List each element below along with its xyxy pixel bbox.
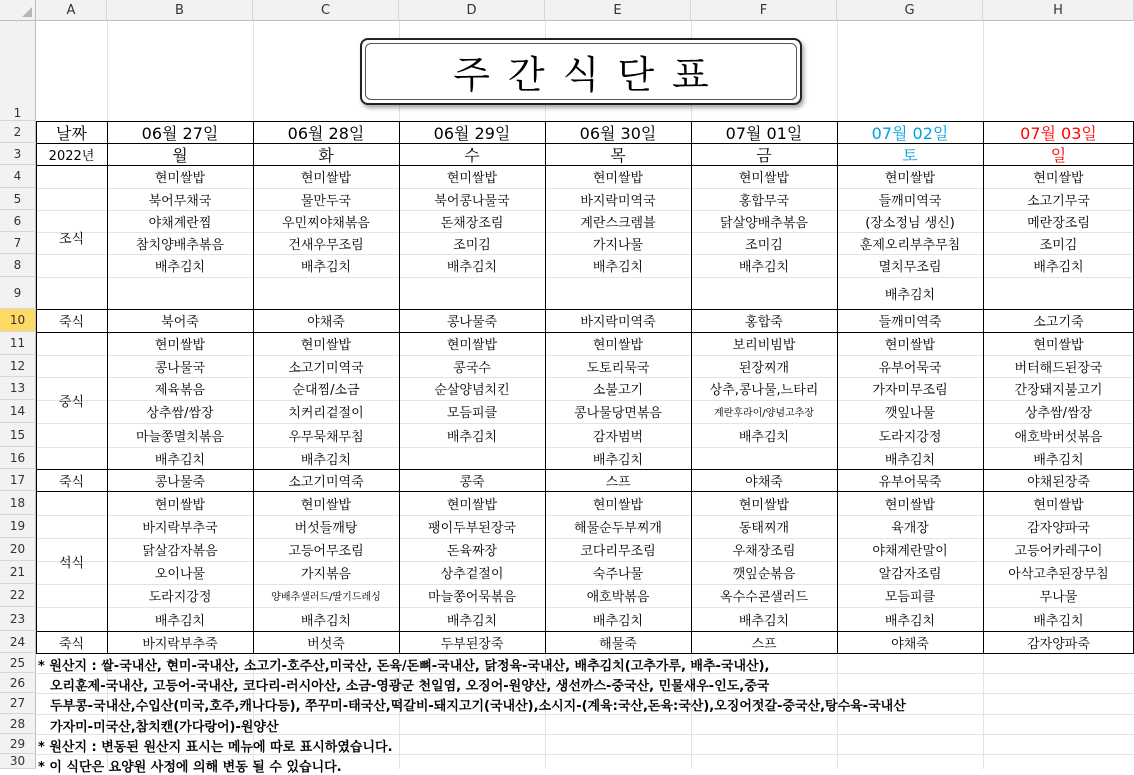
menu-item: 현미쌀밥	[1033, 171, 1084, 186]
menu-item: 깻잎나물	[884, 406, 936, 421]
porridge-item: 바지락미역죽	[580, 315, 656, 330]
porridge-item: 야채죽	[307, 315, 345, 330]
menu-item: 배추김치	[884, 287, 936, 303]
menu-item: 현미쌀밥	[154, 171, 206, 186]
column-header-C[interactable]: C	[253, 0, 399, 21]
menu-item	[691, 447, 837, 469]
menu-item: 배추김치	[884, 613, 936, 629]
footnote-line: 두부콩-국내산,수입산(미국,호주,캐나다등), 쭈꾸미-태국산,떡갈비-돼지고기(국내산),소시지-(계육:국산,돈육:국산),오징어젓갈-중국산,탕수육-국내산	[50, 699, 906, 714]
table-border	[36, 332, 1134, 333]
menu-item: 감자범벅	[592, 429, 644, 445]
porridge-item: 소고기미역죽	[288, 474, 364, 490]
menu-item: 팽이두부된장국	[428, 521, 516, 536]
table-border	[36, 309, 1134, 310]
porridge-item: 소고기죽	[1033, 315, 1084, 330]
menu-item: 치커리겉절이	[288, 406, 364, 421]
footnote-line: 가자미-미국산,참치캔(가다랑어)-원양산	[50, 720, 279, 735]
menu-item	[253, 277, 399, 309]
row-header-9[interactable]: 9	[0, 277, 36, 309]
menu-item: 우무묵채무침	[288, 429, 364, 445]
porridge-label: 죽식	[58, 315, 85, 330]
row-header-24[interactable]: 24	[0, 631, 36, 653]
menu-item: 현미쌀밥	[300, 338, 352, 353]
row-header-16[interactable]: 16	[0, 447, 36, 469]
table-border	[36, 165, 1134, 166]
row-header-28[interactable]: 28	[0, 714, 36, 734]
menu-item: 참치양배추볶음	[136, 237, 224, 253]
menu-item: 현미쌀밥	[300, 171, 352, 186]
table-border	[36, 631, 1134, 632]
table-border	[691, 121, 692, 653]
table-border	[107, 121, 108, 653]
menu-item: 도라지강정	[148, 590, 212, 605]
menu-item	[983, 277, 1134, 309]
table-border	[837, 121, 838, 653]
menu-item: 마늘쫑멸치볶음	[136, 429, 224, 445]
menu-item: 된장찌개	[738, 360, 790, 376]
select-all-triangle-icon	[22, 7, 32, 17]
porridge-item: 북어죽	[161, 315, 199, 330]
menu-item: 닭살양배추볶음	[720, 215, 808, 231]
porridge-item: 유부어묵죽	[878, 474, 942, 490]
menu-item: 숙주나물	[592, 567, 644, 582]
footnote-line: 오리훈제-국내산, 고등어-국내산, 코다리-러시아산, 소금-영광군 천일염, 오징어-원양산, 생선까스-중국산, 민물새우-인도,중국	[50, 679, 770, 694]
menu-item: 배추김치	[1033, 260, 1084, 275]
title-banner-inner-border	[365, 43, 797, 100]
porridge-item: 콩나물죽	[446, 315, 498, 330]
menu-item	[399, 277, 545, 309]
menu-item: 야채계란말이	[872, 544, 948, 559]
porridge-label: 죽식	[58, 474, 85, 490]
row-header-12[interactable]: 12	[0, 355, 36, 377]
menu-item: 순대찜/소금	[292, 383, 360, 398]
menu-item: 멸치무조림	[878, 260, 942, 275]
menu-item: 보리비빔밥	[732, 338, 796, 353]
menu-item: 배추김치	[300, 452, 352, 468]
menu-item: 현미쌀밥	[300, 497, 352, 513]
row-header-6[interactable]: 6	[0, 210, 36, 232]
row-header-2[interactable]: 2	[0, 121, 36, 143]
menu-item: 소고기미역국	[288, 360, 364, 376]
menu-item: 현미쌀밥	[592, 171, 644, 186]
column-header-F[interactable]: F	[691, 0, 837, 21]
menu-item: 코다리무조림	[580, 544, 656, 559]
row-header-7[interactable]: 7	[0, 232, 36, 254]
row-header-26[interactable]: 26	[0, 673, 36, 693]
porridge-item: 야채죽	[745, 474, 783, 490]
year-label: 2022년	[48, 148, 95, 164]
menu-item: 콩국수	[453, 360, 491, 376]
menu-item: 배추김치	[1033, 452, 1084, 468]
menu-item: 배추김치	[1033, 613, 1084, 629]
menu-item: 모듬피클	[446, 406, 498, 421]
menu-item: 아삭고추된장무침	[1008, 567, 1109, 582]
table-border	[983, 121, 984, 653]
table-border	[253, 121, 254, 653]
menu-item	[545, 277, 691, 309]
menu-item: 우채장조림	[732, 544, 796, 559]
porridge-item: 두부된장죽	[440, 636, 504, 652]
menu-item: 현미쌀밥	[446, 171, 498, 186]
row-header-14[interactable]: 14	[0, 400, 36, 423]
title-banner	[360, 38, 802, 105]
row-header-19[interactable]: 19	[0, 515, 36, 538]
row-header-11[interactable]: 11	[0, 332, 36, 355]
porridge-item: 버섯죽	[307, 636, 345, 652]
menu-item: 현미쌀밥	[446, 338, 498, 353]
menu-item: 배추김치	[592, 452, 644, 468]
menu-item: 소고기무국	[1027, 193, 1090, 209]
porridge-item: 바지락부추죽	[142, 636, 218, 652]
menu-item: 유부어묵국	[878, 360, 942, 376]
porridge-item: 야채된장죽	[1027, 474, 1090, 490]
porridge-item: 홍합죽	[745, 315, 783, 330]
menu-item: 소불고기	[592, 383, 644, 398]
menu-item: 메란장조림	[1027, 215, 1090, 231]
table-border	[399, 121, 400, 653]
menu-item: 닭살감자볶음	[142, 544, 218, 559]
row-header-29[interactable]: 29	[0, 734, 36, 754]
row-header-3[interactable]: 3	[0, 143, 36, 165]
menu-item: 양배추샐러드/딸기드레싱	[271, 592, 381, 603]
dinner-label: 석식	[58, 555, 85, 571]
table-border	[36, 121, 37, 653]
menu-item: 가자미무조림	[872, 383, 948, 398]
table-border	[36, 469, 1134, 470]
menu-item: 배추김치	[446, 429, 498, 445]
menu-item: 현미쌀밥	[154, 338, 206, 353]
menu-item: 현미쌀밥	[884, 497, 936, 513]
weekday-cell: 토	[902, 145, 918, 165]
menu-item: 배추김치	[738, 260, 790, 275]
menu-item	[107, 277, 253, 309]
menu-item: 현미쌀밥	[592, 338, 644, 353]
porridge-item: 스프	[751, 636, 777, 652]
weekday-cell: 목	[610, 145, 626, 165]
menu-item: 도라지강정	[878, 429, 942, 445]
menu-item: 현미쌀밥	[738, 171, 790, 186]
menu-item: 무나물	[1039, 590, 1078, 605]
menu-item: 조미김	[1039, 237, 1078, 253]
menu-item: 상추겉절이	[440, 567, 504, 582]
menu-item: 콩나물국	[154, 360, 206, 376]
menu-item: 배추김치	[738, 429, 790, 445]
date-label: 날짜	[56, 123, 87, 143]
menu-item: 고등어카레구이	[1014, 544, 1103, 559]
menu-item: 배추김치	[154, 260, 206, 275]
porridge-item: 야채죽	[891, 636, 929, 652]
date-cell: 06월 30일	[579, 123, 657, 143]
column-header-H[interactable]: H	[983, 0, 1134, 21]
menu-item: 고등어무조림	[288, 544, 364, 559]
menu-item: 배추김치	[592, 260, 644, 275]
menu-item: 간장돼지불고기	[1014, 383, 1103, 398]
menu-item: 북어무채국	[148, 193, 212, 209]
row-header-8[interactable]: 8	[0, 254, 36, 277]
menu-item: 콩나물당면볶음	[574, 406, 662, 421]
menu-item: 현미쌀밥	[154, 497, 206, 513]
row-header-15[interactable]: 15	[0, 423, 36, 447]
menu-item: 옥수수콘샐러드	[720, 590, 808, 605]
menu-item: 돈채장조림	[440, 215, 504, 231]
breakfast-label: 조식	[58, 231, 85, 247]
menu-item: 가지볶음	[300, 567, 352, 582]
menu-item: 육개장	[891, 521, 929, 536]
weekday-cell: 일	[1050, 145, 1067, 165]
menu-item: 순살양념치킨	[434, 383, 510, 398]
menu-item: 조미김	[453, 237, 491, 253]
menu-item: 바지락미역국	[580, 193, 656, 209]
row-header-22[interactable]: 22	[0, 584, 36, 607]
select-all-corner[interactable]	[0, 0, 36, 21]
menu-item: 배추김치	[446, 613, 498, 629]
menu-item: 현미쌀밥	[446, 497, 498, 513]
weekday-cell: 수	[464, 145, 480, 165]
menu-item: 물만두국	[300, 193, 352, 209]
menu-item: 북어콩나물국	[434, 193, 510, 209]
table-border	[36, 121, 1134, 122]
menu-item: 계란스크렘블	[580, 215, 656, 231]
date-cell: 07월 02일	[871, 123, 949, 143]
menu-item: 건새우무조림	[288, 237, 364, 253]
porridge-item: 들깨미역죽	[878, 315, 942, 330]
menu-item: 배추김치	[884, 452, 936, 468]
menu-item: 마늘쫑어묵볶음	[428, 590, 516, 605]
date-cell: 06월 27일	[141, 123, 219, 143]
row-header-21[interactable]: 21	[0, 561, 36, 584]
row-header-1[interactable]: 1	[0, 21, 36, 121]
porridge-item: 해물죽	[599, 636, 637, 652]
row-header-10[interactable]: 10	[0, 309, 36, 332]
column-header-G[interactable]: G	[837, 0, 983, 21]
menu-item: 버섯들깨탕	[294, 521, 358, 536]
menu-item: 들깨미역국	[878, 193, 942, 209]
date-cell: 07월 03일	[1020, 123, 1097, 143]
menu-item: 오이나물	[154, 567, 206, 582]
weekday-cell: 월	[172, 145, 188, 165]
row-header-25[interactable]: 25	[0, 653, 36, 673]
menu-item: 가지나물	[592, 237, 644, 253]
menu-item: 감자양파국	[1027, 521, 1090, 536]
column-header-D[interactable]: D	[399, 0, 545, 21]
menu-item: 배추김치	[300, 260, 352, 275]
menu-item: 현미쌀밥	[738, 497, 790, 513]
row-header-13[interactable]: 13	[0, 377, 36, 400]
table-border	[36, 491, 1134, 492]
row-header-18[interactable]: 18	[0, 491, 36, 515]
menu-item: 깻잎순볶음	[732, 567, 796, 582]
row-header-23[interactable]: 23	[0, 607, 36, 631]
menu-item	[399, 447, 545, 469]
weekday-cell: 금	[756, 145, 772, 165]
menu-item: 알감자조림	[878, 567, 942, 582]
menu-item: 현미쌀밥	[1033, 497, 1084, 513]
footnote-line: * 원산지 : 쌀-국내산, 현미-국내산, 소고기-호주산,미국산, 돈육/돈뼈-국내산, 닭정육-국내산, 배추김치(고추가루, 배추-국내산),	[38, 659, 770, 674]
porridge-item: 콩죽	[459, 474, 485, 490]
footnote-line: * 이 식단은 요양원 사정에 의해 변동 될 수 있습니다.	[38, 760, 342, 775]
date-cell: 06월 29일	[433, 123, 511, 143]
menu-item: 배추김치	[154, 452, 206, 468]
menu-item: 현미쌀밥	[592, 497, 644, 513]
porridge-item: 콩나물죽	[154, 474, 206, 490]
menu-item: 동태찌개	[738, 521, 790, 536]
column-header-E[interactable]: E	[545, 0, 691, 21]
menu-item: 현미쌀밥	[884, 171, 936, 186]
menu-item: 조미김	[745, 237, 783, 253]
menu-item: 야채계란찜	[148, 215, 212, 231]
date-cell: 07월 01일	[725, 123, 803, 143]
page-title: 주간식단표	[453, 53, 727, 97]
menu-item: 버터해드된장국	[1014, 360, 1103, 376]
date-cell: 06월 28일	[287, 123, 365, 143]
porridge-item: 스프	[605, 474, 631, 490]
menu-item: 배추김치	[446, 260, 498, 275]
menu-item: 제육볶음	[154, 383, 206, 398]
menu-item: 상추쌈/쌈장	[146, 406, 214, 421]
row-header-30[interactable]: 30	[0, 754, 36, 769]
weekday-cell: 화	[318, 145, 334, 165]
row-header-4[interactable]: 4	[0, 165, 36, 188]
menu-item: 해물순두부찌개	[574, 521, 662, 536]
menu-item: 배추김치	[592, 613, 644, 629]
menu-item: 훈제오리부추무침	[859, 237, 961, 253]
row-header-27[interactable]: 27	[0, 693, 36, 714]
table-border	[36, 143, 1134, 144]
row-header-17[interactable]: 17	[0, 469, 36, 491]
menu-item: 애호박볶음	[586, 590, 650, 605]
gridline	[36, 714, 1134, 715]
menu-item: 배추김치	[300, 613, 352, 629]
menu-item: 모듬피클	[884, 590, 936, 605]
menu-item: 계란후라이/양념고추장	[714, 408, 814, 419]
row-header-5[interactable]: 5	[0, 188, 36, 210]
menu-item	[691, 277, 837, 309]
menu-item: 돈육짜장	[446, 544, 498, 559]
menu-item: 우민찌야채볶음	[282, 215, 370, 231]
table-border	[36, 653, 1134, 654]
menu-item: 배추김치	[154, 613, 206, 629]
lunch-label: 중식	[58, 395, 85, 410]
menu-item: (장소정님 생신)	[865, 215, 955, 231]
menu-item: 도토리묵국	[586, 360, 650, 376]
row-header-20[interactable]: 20	[0, 538, 36, 561]
column-header-B[interactable]: B	[107, 0, 253, 21]
porridge-label: 죽식	[58, 636, 85, 652]
column-header-A[interactable]: A	[36, 0, 107, 21]
menu-item: 상추쌈/쌈장	[1024, 406, 1093, 421]
menu-item: 배추김치	[738, 613, 790, 629]
porridge-item: 감자양파죽	[1027, 636, 1090, 652]
table-border	[545, 121, 546, 653]
menu-item: 애호박버섯볶음	[1014, 429, 1103, 445]
footnote-line: * 원산지 : 변동된 원산지 표시는 메뉴에 따로 표시하였습니다.	[38, 740, 393, 755]
menu-item: 현미쌀밥	[1033, 338, 1084, 353]
menu-item: 바지락부추국	[142, 521, 218, 536]
menu-item: 홍합무국	[738, 193, 790, 209]
menu-item: 상추,콩나물,느타리	[709, 383, 819, 398]
menu-item: 현미쌀밥	[884, 338, 936, 353]
